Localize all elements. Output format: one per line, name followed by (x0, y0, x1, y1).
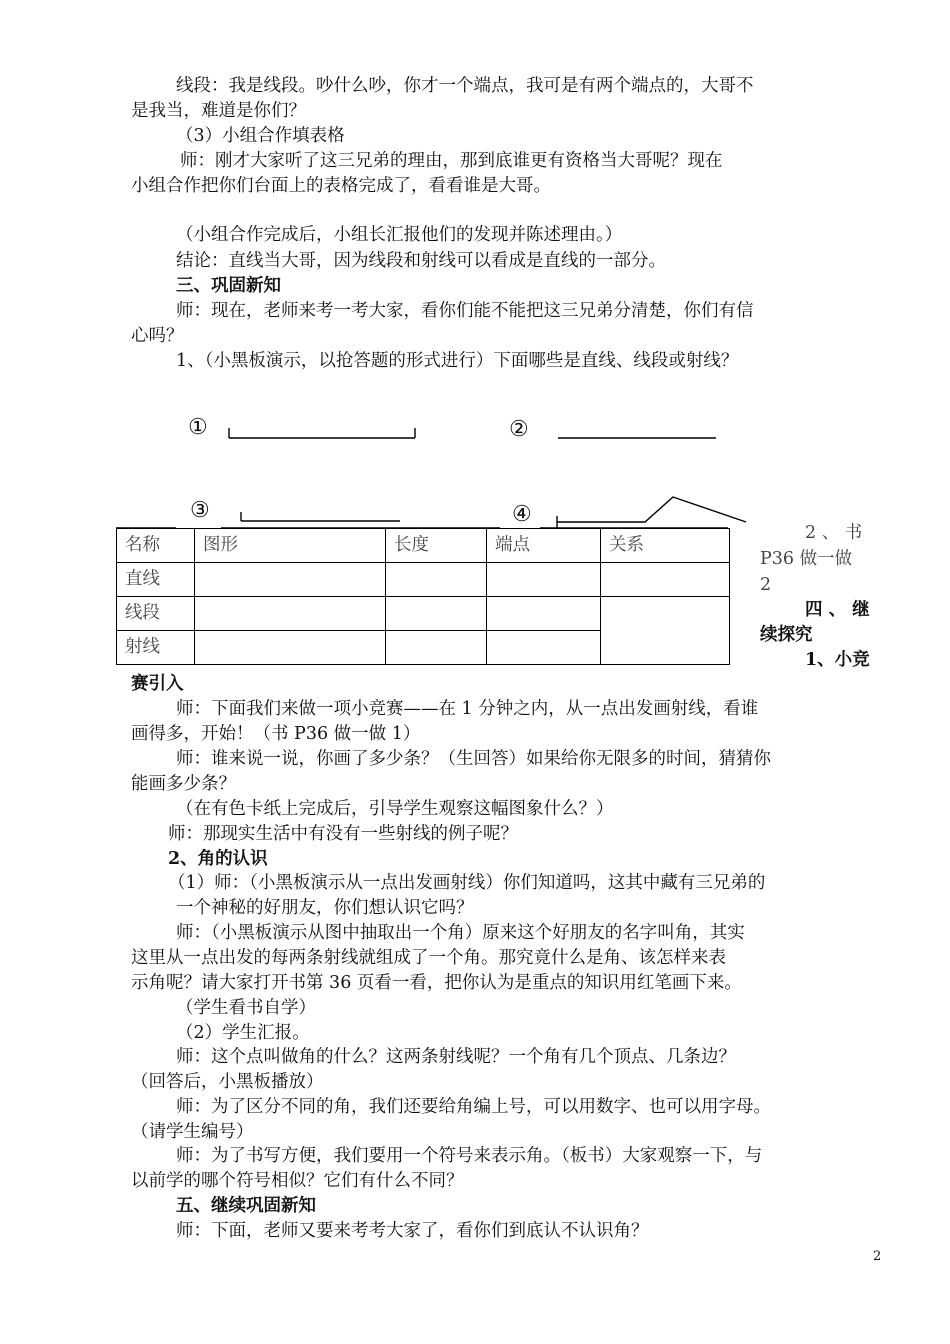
text-line: 师：为了区分不同的角，我们还要给角编上号，可以用数字、也可以用字母。 (176, 1097, 771, 1117)
text-line: 线段：我是线段。吵什么吵，你才一个端点，我可是有两个端点的，大哥不 (176, 76, 754, 96)
text-line: 师：现在，老师来考一考大家，看你们能不能把这三兄弟分清楚，你们有信 (176, 301, 754, 321)
table-header-row (117, 529, 730, 563)
row-label: 射线 (117, 631, 195, 665)
text-line: 师：这个点叫做角的什么？这两条射线呢？一个角有几个顶点、几条边？ (176, 1047, 736, 1067)
side-heading: 四 、 继 (805, 600, 870, 620)
text-line: （小组合作完成后，小组长汇报他们的发现并陈述理由。） (176, 225, 623, 245)
text-line: 师：下面我们来做一项小竞赛——在 1 分钟之内，从一点出发画射线，看谁 (176, 699, 759, 719)
table-cell (601, 563, 730, 597)
section-heading: 赛引入 (131, 674, 184, 694)
table-row (117, 597, 730, 631)
section-heading: 2、角的认识 (168, 849, 268, 869)
section-heading: 五、继续巩固新知 (176, 1196, 316, 1216)
text-line: （回答后，小黑板播放） (131, 1072, 324, 1092)
figure-label-1: ① (188, 415, 208, 440)
header-cell: 图形 (195, 529, 386, 563)
figure-label-4: ④ (512, 502, 532, 527)
table-cell (195, 563, 386, 597)
table-cell (487, 597, 601, 631)
row-label: 直线 (117, 563, 195, 597)
text-line: 师：下面，老师又要来考考大家了，看你们到底认不认识角？ (176, 1221, 649, 1241)
text-line: 这里从一点出发的每两条射线就组成了一个角。那究竟什么是角、该怎样来表 (131, 948, 726, 968)
side-heading: 续探究 (760, 625, 813, 645)
text-line: 示角呢？请大家打开书第 36 页看一看，把你认为是重点的知识用红笔画下来。 (131, 973, 742, 993)
figure-label-2: ② (509, 417, 529, 442)
table-cell (386, 631, 487, 665)
line-figures (0, 0, 950, 560)
text-line: 师：为了书写方便，我们要用一个符号来表示角。（板书）大家观察一下，与 (176, 1146, 763, 1166)
side-text: 2 (760, 575, 772, 595)
text-line: 一个神秘的好朋友，你们想认识它吗？ (176, 898, 474, 918)
table-cell (386, 563, 487, 597)
side-text: 2 、 书 (805, 523, 863, 543)
header-cell: 端点 (487, 529, 601, 563)
text-line: 能画多少条？ (131, 774, 236, 794)
text-line: 1、（小黑板演示，以抢答题的形式进行）下面哪些是直线、线段或射线？ (176, 351, 739, 371)
text-line: 以前学的哪个符号相似？它们有什么不同？ (131, 1171, 464, 1191)
page-number: 2 (873, 1249, 882, 1264)
text-line: （请学生编号） (131, 1122, 254, 1142)
text-line: 心吗？ (131, 326, 184, 346)
text-line: 师：刚才大家听了这三兄弟的理由，那到底谁更有资格当大哥呢？现在 (180, 151, 723, 171)
table-row (117, 563, 730, 597)
text-line: 画得多，开始！（书 P36 做一做 1） (131, 724, 421, 744)
text-line: （在有色卡纸上完成后，引导学生观察这幅图象什么？） (176, 799, 614, 819)
side-text: P36 做一做 (760, 549, 853, 569)
table-cell (386, 597, 487, 631)
text-line: 师：（小黑板演示从图中抽取出一个角）原来这个好朋友的名字叫角，其实 (176, 923, 745, 943)
section-heading: 三、巩固新知 (176, 276, 281, 296)
header-cell: 关系 (601, 529, 730, 563)
table-cell (487, 631, 601, 665)
text-line: （1）师：（小黑板演示从一点出发画射线）你们知道吗，这其中藏有三兄弟的 (168, 873, 766, 893)
table-cell (487, 563, 601, 597)
header-cell: 长度 (386, 529, 487, 563)
text-line: （2）学生汇报。 (176, 1023, 310, 1043)
text-line: 结论：直线当大哥，因为线段和射线可以看成是直线的一部分。 (176, 251, 666, 271)
table-cell (195, 597, 386, 631)
text-line: 师：谁来说一说，你画了多少条？（生回答）如果给你无限多的时间，猜猜你 (176, 749, 771, 769)
header-cell: 名称 (117, 529, 195, 563)
table-cell (195, 631, 386, 665)
figure-4-line (557, 497, 746, 522)
row-label: 线段 (117, 597, 195, 631)
comparison-table (116, 528, 730, 665)
text-line: （3）小组合作填表格 (176, 126, 345, 146)
side-heading: 1、小竞 (805, 650, 870, 670)
text-line: （学生看书自学） (176, 998, 316, 1018)
text-line: 小组合作把你们台面上的表格完成了，看看谁是大哥。 (131, 176, 551, 196)
text-line: 师：那现实生活中有没有一些射线的例子呢？ (168, 824, 518, 844)
table-cell-merged (601, 597, 730, 665)
figure-label-3: ③ (190, 498, 210, 523)
text-line: 是我当，难道是你们？ (131, 101, 306, 121)
